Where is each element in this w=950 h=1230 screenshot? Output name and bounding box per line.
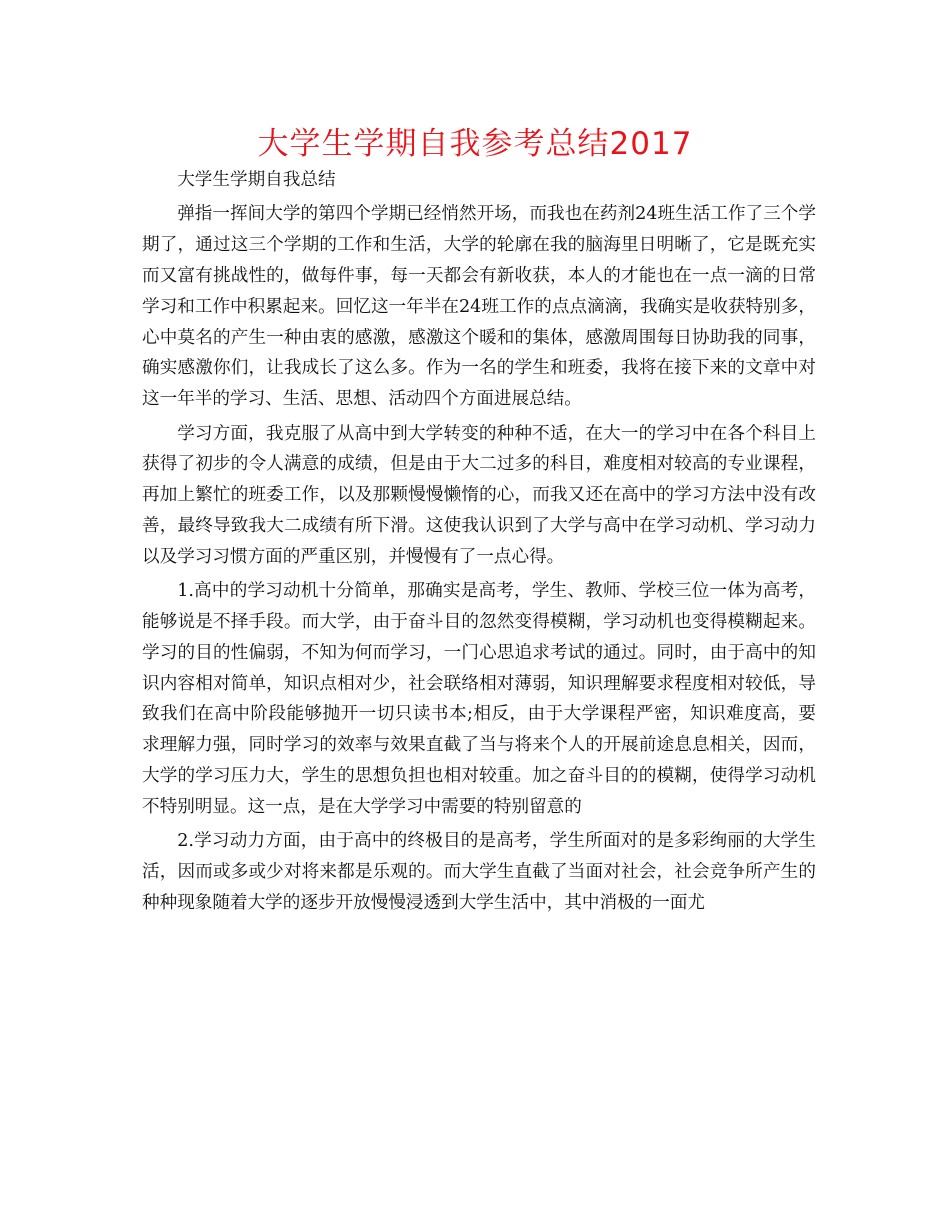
document-title: 大学生学期自我参考总结2017 bbox=[257, 126, 693, 162]
paragraph: 1.高中的学习动机十分简单，那确实是高考，学生、教师、学校三位一体为高考，能够说是不择手段。而大学，由于奋斗目的忽然变得模糊，学习动机也变得模糊起来。学习的目的性偏弱，不知为何而学习，一门心思追求考试的通过。同时，由于高中的知识内容相对简单，知识点相对少，社会联络相对薄弱，知识理解要求程度相对较低，导致我们在高中阶段能够抛开一切只读书本;相反，由于大学课程严密，知识难度高，要求理解力强，同时学习的效率与效果直截了当与将来个人的开展前途息息相关，因而，大学的学习压力大，学生的思想负担也相对较重。加之奋斗目的的模糊，使得学习动机不特别明显。这一点，是在大学学习中需要的特别留意的 bbox=[142, 581, 816, 817]
paragraph: 弹指一挥间大学的第四个学期已经悄然开场，而我也在药剂24班生活工作了三个学期了，通过这三个学期的工作和生活，大学的轮廓在我的脑海里日明晰了，它是既充实而又富有挑战性的，做每件事，每一天都会有新收获，本人的才能也在一点一滴的日常学习和工作中积累起来。回忆这一年半在24班工作的点点滴滴，我确实是收获特别多，心中莫名的产生一种由衷的感激，感激这个暖和的集体，感激周围每日协助我的同事，确实感激你们，让我成长了这么多。作为一名的学生和班委，我将在接下来的文章中对这一年半的学习、生活、思想、活动四个方面进展总结。 bbox=[142, 204, 816, 410]
document-body bbox=[142, 165, 816, 922]
document-subtitle: 大学生学期自我总结 bbox=[177, 170, 336, 190]
paragraph: 2.学习动力方面，由于高中的终极目的是高考，学生所面对的是多彩绚丽的大学生活，因而或多或少对将来都是乐观的。而大学生直截了当面对社会，社会竞争所产生的种种现象随着大学的逐步开放慢慢浸透到大学生活中，其中消极的一面尤 bbox=[142, 831, 816, 913]
paragraph: 学习方面，我克服了从高中到大学转变的种种不适，在大一的学习中在各个科目上获得了初步的令人满意的成绩，但是由于大二过多的科目，难度相对较高的专业课程，再加上繁忙的班委工作，以及那颗慢慢懒惰的心，而我又还在高中的学习方法中没有改善，最终导致我大二成绩有所下滑。这使我认识到了大学与高中在学习动机、学习动力以及学习习惯方面的严重区别，并慢慢有了一点心得。 bbox=[142, 423, 816, 567]
